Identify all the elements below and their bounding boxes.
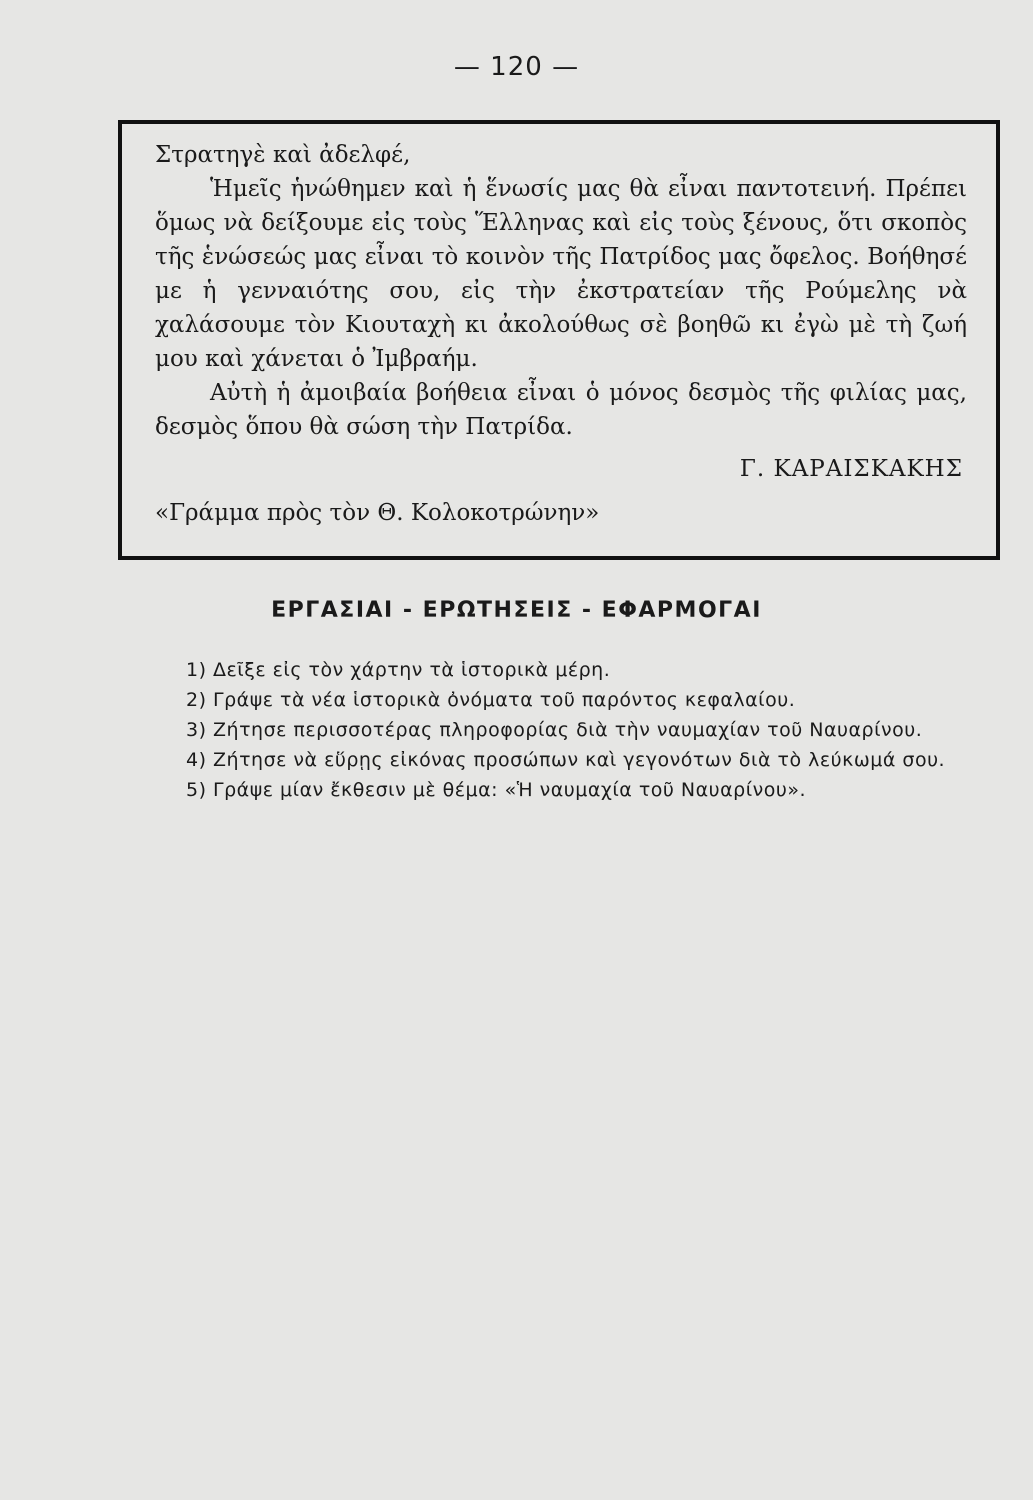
letter-paragraph-2: Αὐτὴ ἡ ἀμοιβαία βοήθεια εἶναι ὁ μόνος δεσμὸς τῆς φιλίας μας, δεσμὸς ὅπου θὰ σώση τὴν Πατρίδα. — [155, 380, 967, 440]
letter-paragraph-1: Ἡμεῖς ἡνώθημεν καὶ ἡ ἕνωσίς μας θὰ εἶναι παντοτεινή. Πρέπει ὅμως νὰ δείξουμε εἰς τοὺς Ἕλληνας καὶ εἰς τοὺς ξένους, ὅτι σκοπὸς τῆς ἑνώσεώς μας εἶναι τὸ κοινὸν τῆς Πατρίδος μας ὄφελος. Βοήθησέ με ἡ γενναιότης σου, εἰς τὴν ἐκστρατείαν τῆς Ρούμελης νὰ χαλάσουμε τὸν Κιουταχὴ κι ἀκολούθως σὲ βοηθῶ κι ἐγὼ μὲ τὴ ζωή μου καὶ χάνεται ὁ Ἰμβραήμ. — [155, 176, 967, 372]
letter-body — [155, 138, 967, 444]
exercise-item: 3) Ζήτησε περισσοτέρας πληροφορίας διὰ τὴν ναυμαχίαν τοῦ Ναυαρίνου. — [186, 719, 923, 741]
exercises-title: ΕΡΓΑΣΙΑΙ - ΕΡΩΤΗΣΕΙΣ - ΕΦΑΡΜΟΓΑΙ — [271, 598, 762, 623]
letter-salutation: Στρατηγὲ καὶ ἀδελφέ, — [155, 142, 411, 168]
letter-signature: Γ. ΚΑΡΑΙΣΚΑΚΗΣ — [739, 456, 963, 482]
exercise-item: 4) Ζήτησε νὰ εὕρῃς εἰκόνας προσώπων καὶ γεγονότων διὰ τὸ λεύκωμά σου. — [186, 749, 946, 771]
exercise-item: 1) Δεῖξε εἰς τὸν χάρτην τὰ ἱστορικὰ μέρη. — [186, 659, 611, 681]
exercise-item: 5) Γράψε μίαν ἔκθεσιν μὲ θέμα: «Ἡ ναυμαχία τοῦ Ναυαρίνου». — [186, 779, 807, 801]
letter-source: «Γράμμα πρὸς τὸν Θ. Κολοκοτρώνην» — [155, 500, 600, 526]
exercise-item: 2) Γράψε τὰ νέα ἱστορικὰ ὀνόματα τοῦ παρόντος κεφαλαίου. — [186, 689, 796, 711]
exercises-list — [108, 655, 1001, 805]
page-number: — 120 — — [453, 52, 580, 82]
